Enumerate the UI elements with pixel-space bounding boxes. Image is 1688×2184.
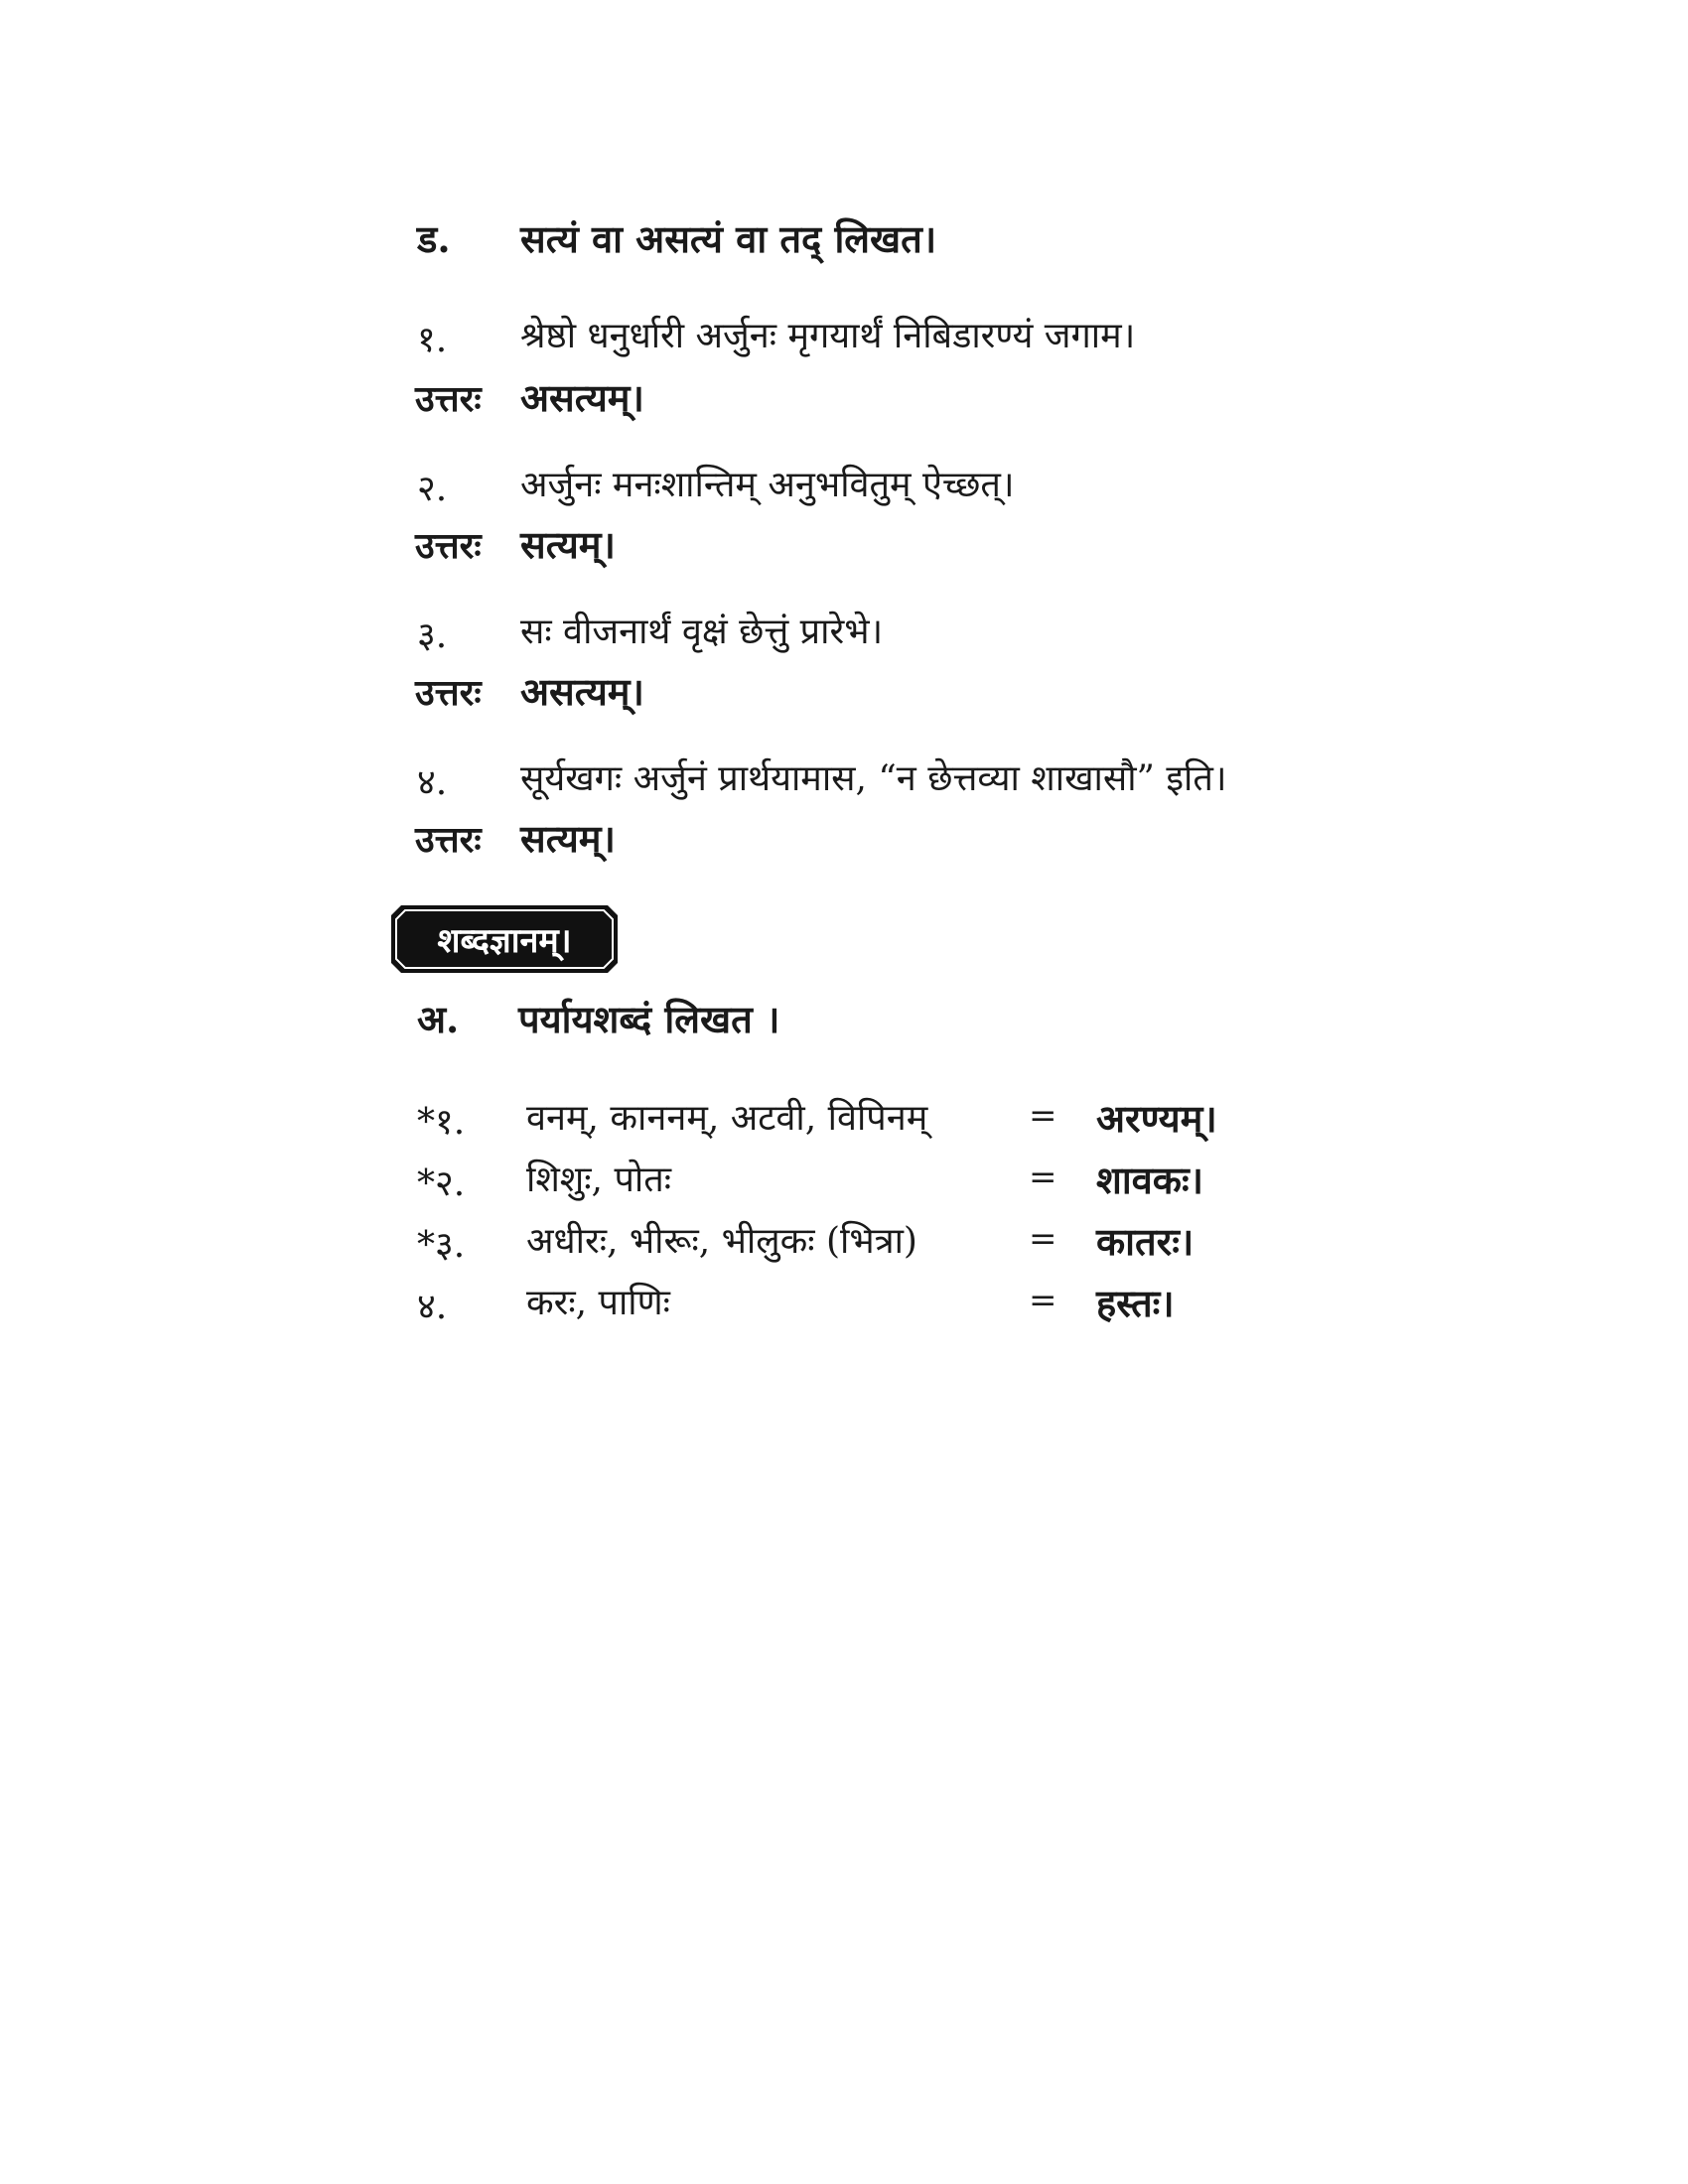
synonym-number: *१. [417,1102,466,1143]
section-d-label: ड. [417,216,451,261]
synonym-words: वनम्, काननम्, अटवी, विपिनम् [526,1098,928,1139]
synonym-words: शिशुः, पोतः [526,1160,672,1200]
answer-label: उत्तरः [415,819,482,861]
question-text: सूर्यखगः अर्जुनं प्रार्थयामास, “न छेत्तव्या शाखासौ” इति। [520,758,1227,799]
badge-label: शब्दज्ञानम्। [437,921,572,961]
section-d-instruction: सत्यं वा असत्यं वा तद् लिखत। [520,216,937,261]
answer-value: असत्यम्। [520,669,644,714]
question-number: ३. [417,615,448,656]
question-text: अर्जुनः मनःशान्तिम् अनुभवितुम् ऐच्छत्। [520,465,1015,505]
synonym-words: करः, पाणिः [526,1283,670,1323]
equals-sign: = [1029,1219,1057,1259]
answer-value: सत्यम्। [520,816,616,861]
section-a-instruction: पर्यायशब्दं लिखत । [518,997,780,1041]
synonym-answer: हस्तः। [1096,1281,1175,1325]
synonym-answer: कातरः। [1096,1219,1195,1264]
question-number: २. [417,469,448,509]
synonym-number: *३. [417,1225,466,1266]
synonym-words: अधीरः, भीरूः, भीलुकः (भित्रा) [526,1221,917,1262]
synonym-answer: शावकः। [1096,1158,1204,1202]
synonym-answer: अरण्यम्। [1096,1096,1217,1141]
question-text: सः वीजनार्थं वृक्षं छेत्तुं प्रारेभे। [520,612,884,652]
answer-label: उत्तरः [415,525,482,567]
question-number: १. [417,320,448,360]
synonym-number: ४. [417,1287,448,1327]
answer-label: उत्तरः [415,672,482,714]
section-a-label: अ. [417,997,460,1041]
answer-value: सत्यम्। [520,522,616,567]
synonym-number: *२. [417,1163,466,1204]
question-number: ४. [417,762,448,803]
answer-value: असत्यम्। [520,375,644,420]
section-badge [391,905,618,973]
question-text: श्रेष्ठो धनुर्धारी अर्जुनः मृगयार्थं निबिडारण्यं जगाम। [520,316,1136,356]
answer-label: उत्तरः [415,378,482,420]
equals-sign: = [1029,1281,1057,1320]
equals-sign: = [1029,1096,1057,1136]
equals-sign: = [1029,1158,1057,1197]
